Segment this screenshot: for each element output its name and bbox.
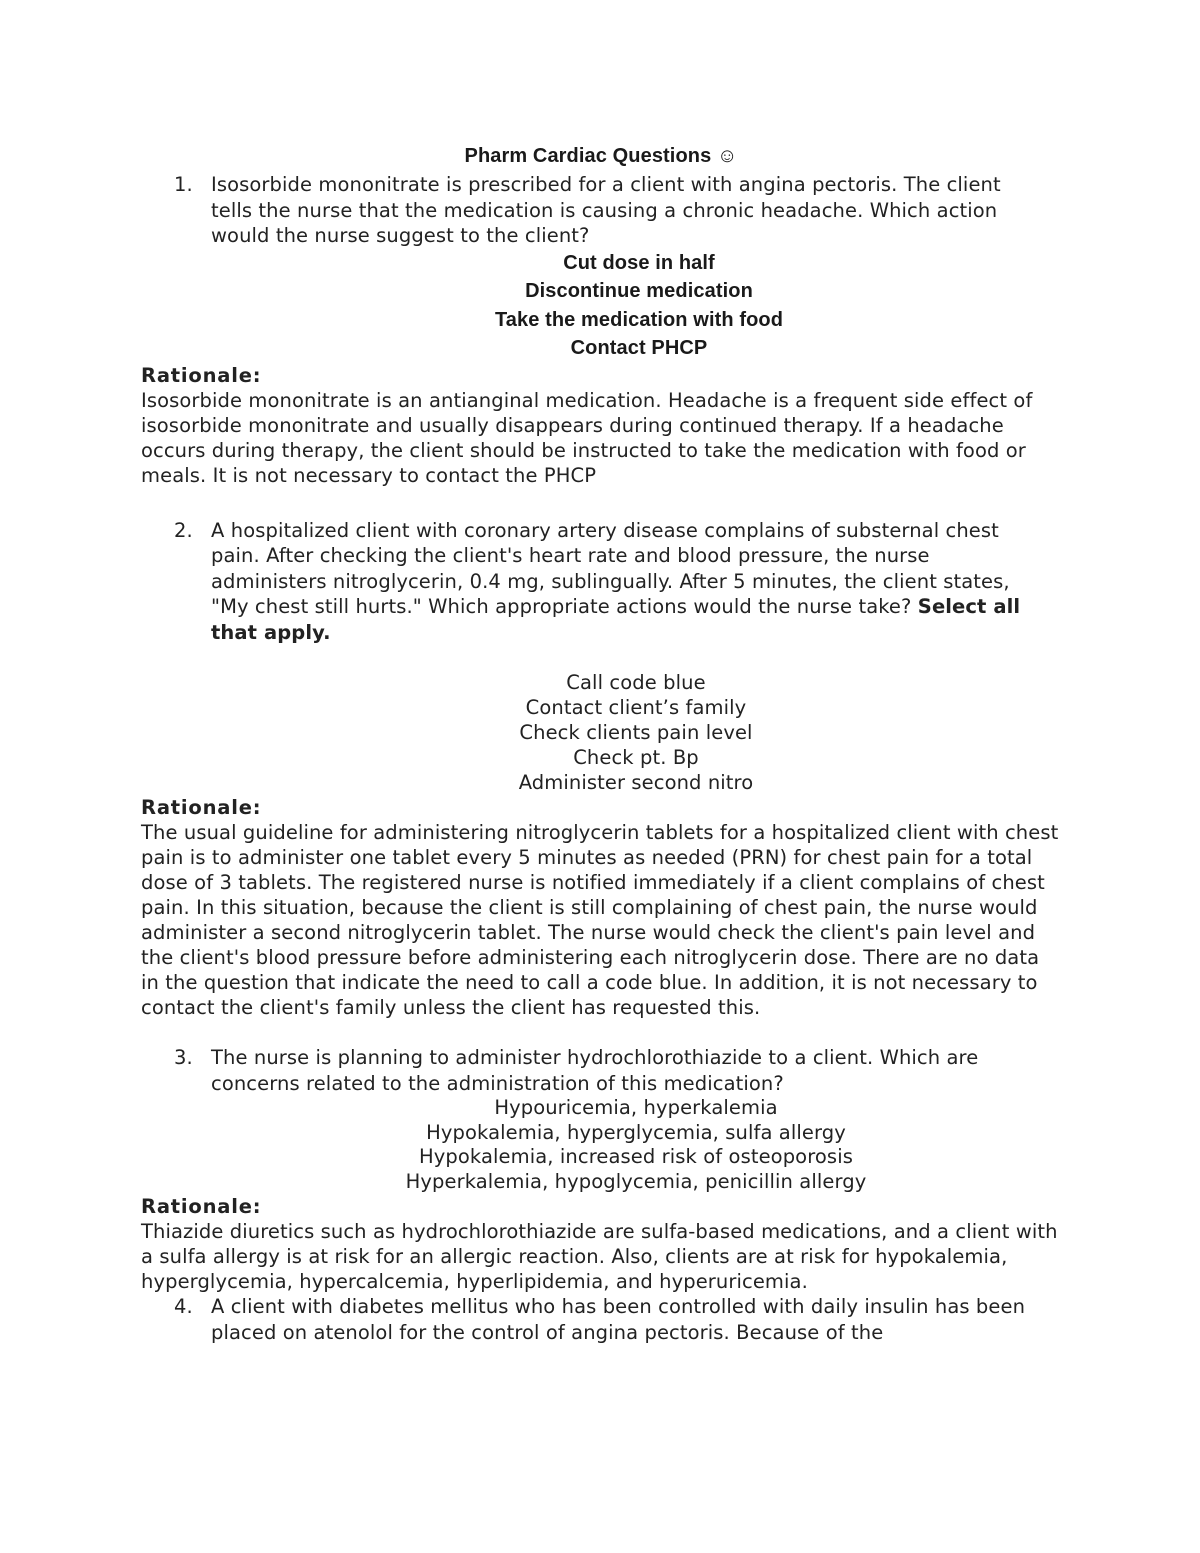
answer-option: Hypokalemia, increased risk of osteoporosis [419,1145,853,1169]
question-number: 4. [174,1295,193,1319]
answer-option: Hypouricemia, hyperkalemia [494,1096,778,1120]
answer-options [141,249,1061,363]
question-number: 2. [174,518,193,542]
document-page [141,140,1061,1345]
question-3 [141,1045,1061,1096]
rationale-heading: Rationale: [141,363,262,387]
answer-option: Hyperkalemia, hypoglycemia, penicillin allergy [405,1169,867,1193]
answer-option: Call code blue [566,671,706,695]
rationale-text: The usual guideline for administering nitroglycerin tablets for a hospitalized client with chest pain is to administer one tablet every 5 minutes as needed (PRN) for chest pain for a total dose of 3 tablets. The registered nurse is notified immediately if a client complains of chest pain. In this situation, because the client is still complaining of chest pain, the nurse would administer a second nitroglycerin tablet. The nurse would check the client's pain level and the client's blood pressure before administering each nitroglycerin dose. There are no data in the question that indicate the need to call a code blue. In addition, it is not necessary to contact the client's family unless the client has requested this. [141,821,1059,1020]
question-text: A hospitalized client with coronary artery disease complains of substernal chest pain. After checking the client's heart rate and blood pressure, the nurse administers nitroglycerin, 0.4 mg, sublingually. After 5 minutes, the client states, "My chest still hurts." Which appropriate actions would the nurse take? [211,518,1010,619]
spacer [141,488,1061,518]
answer-options [141,1096,1061,1194]
rationale-heading: Rationale: [141,1195,262,1219]
question-1 [141,172,1061,249]
question-text: The nurse is planning to administer hydrochlorothiazide to a client. Which are concerns related to the administration of this medication? [211,1046,979,1095]
answer-option: Cut dose in half [563,251,715,274]
answer-option: Administer second nitro [518,771,754,795]
spacer [141,645,1061,670]
question-text: Isosorbide mononitrate is prescribed for a client with angina pectoris. The client tells the nurse that the medication is causing a chronic headache. Which action would the nurse suggest to the client? [211,173,1001,247]
question-4 [141,1294,1061,1345]
answer-option: Contact PHCP [570,337,708,360]
rationale-text: Thiazide diuretics such as hydrochlorothiazide are sulfa-based medications, and a client with a sulfa allergy is at risk for an allergic reaction. Also, clients are at risk for hypokalemia, hyperglycemia, hypercalcemia, hyperlipidemia, and hyperuricemia. [141,1220,1058,1294]
document-title: Pharm Cardiac Questions ☺ [464,145,738,167]
question-emphasis: Select all that apply. [211,595,1021,644]
question-text: A client with diabetes mellitus who has been controlled with daily insulin has been placed on atenolol for the control of angina pectoris. Because of the [211,1295,1026,1344]
answer-option: Contact client’s family [525,696,747,720]
answer-option: Discontinue medication [525,280,753,303]
answer-option: Check pt. Bp [573,746,699,770]
spacer [141,1020,1061,1045]
answer-option: Hypokalemia, hyperglycemia, sulfa allergy [426,1120,846,1144]
answer-option: Check clients pain level [519,721,753,745]
rationale-text: Isosorbide mononitrate is an antianginal medication. Headache is a frequent side effect of isosorbide mononitrate and usually disappears during continued therapy. If a headache occurs during therapy, the client should be instructed to take the medication with food or meals. It is not necessary to contact the PHCP [141,388,1033,487]
answer-option: Take the medication with food [494,308,784,331]
answer-options [141,670,1061,795]
question-2 [141,518,1061,646]
question-text-container [211,518,1061,646]
question-number: 1. [174,173,193,196]
question-number: 3. [174,1046,193,1070]
rationale-heading: Rationale: [141,796,262,820]
